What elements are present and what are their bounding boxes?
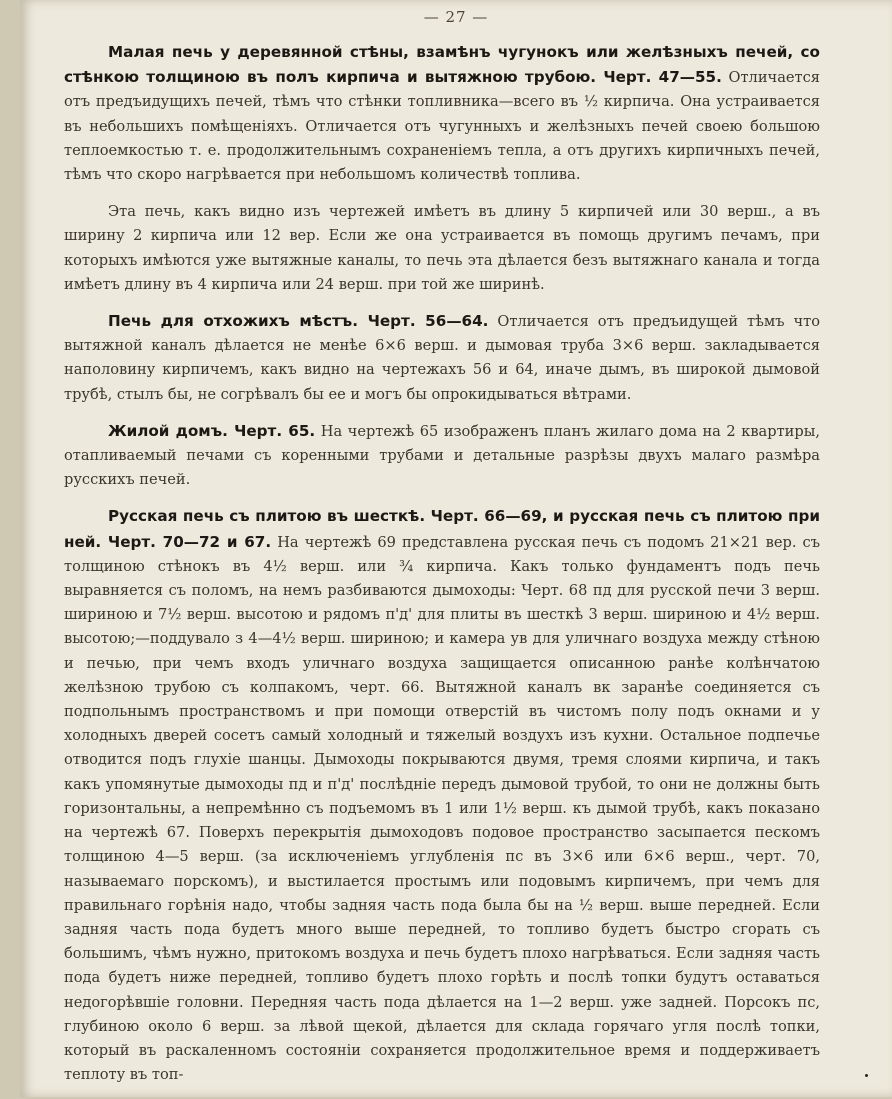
paragraph-small-stove [64,40,820,187]
section-heading: Малая печь у деревянной стѣны, взамѣнъ чугунокъ или желѣзныхъ печей, со стѣнкою толщиною въ полъ кирпича и вытяжною трубою. Черт. 47—55. [64,43,820,87]
document-page [20,0,892,1097]
page-body [64,40,820,1099]
paragraph-text: Эта печь, какъ видно изъ чертежей имѣетъ въ длину 5 кирпичей или 30 верш., а въ ширину 2 кирпича или 12 вер. Если же она устраивается въ помощь другимъ печамъ, при которыхъ имѣются уже вытяжные каналы, то печь эта дѣлается безъ вытяжнаго канала и тогда имѣетъ длину въ 4 кирпича или 24 верш. при той же ширинѣ. [64,203,820,293]
paragraph-text: Отличается отъ предъидущей тѣмъ что вытяжной каналъ дѣлается не менѣе 6×6 верш. и дымовая труба 3×6 верш. закладывается наполовину кирпичемъ, какъ видно на чертежахъ 56 и 64, иначе дымъ, въ широкой дымовой трубѣ, стылъ бы, не согрѣвалъ бы ее и могъ бы опрокидываться вѣтрами. [64,313,820,403]
paragraph-dwelling-house [64,419,820,493]
page-number: — 27 — [423,8,489,26]
paragraph-privy-stove [64,309,820,407]
paragraph-russian-stove [64,504,820,1087]
paragraph-stove-dimensions [64,199,820,297]
paragraph-text: Отличается отъ предъидущихъ печей, тѣмъ что стѣнки топливника—всего въ ½ кирпича. Она устраивается въ небольшихъ помѣщеніяхъ. Отличается отъ чугунныхъ и желѣзныхъ печей своею большою теплоемкостью т. е. продолжительнымъ сохраненіемъ тепла, а отъ другихъ кирпичныхъ печей, тѣмъ что скоро нагрѣвается при небольшомъ количествѣ топлива. [64,69,820,184]
paragraph-text: На чертежѣ 69 представлена русская печь съ подомъ 21×21 вер. съ толщиною стѣнокъ въ 4½ верш. или ¾ кирпича. Какъ только фундаментъ подъ печь выравняется съ поломъ, на немъ разбиваются дымоходы: Черт. 68 пд для русской печи 3 верш. шириною и 7½ верш. высотою и рядомъ п'д' для плиты въ шесткѣ 3 верш. шириною и 4½ верш. высотою;—поддувало з 4—4½ верш. шириною; и камера ув для уличнаго воздуха между стѣною и печью, при чемъ входъ уличнаго воздуха защищается описанною ранѣе колѣнчатою желѣзною трубою съ колпакомъ, черт. 66. Вытяжной каналъ вк заранѣе соединяется съ подпольнымъ пространствомъ и при помощи отверстій въ чистомъ полу подъ окнами и у холодныхъ дверей сосетъ самый холодный и тяжелый воздухъ изъ кухни. Остальное подпечье отводится подъ глухіе шанцы. Дымоходы покрываются двумя, тремя слоями кирпича, и такъ какъ упомянутые дымоходы пд и п'д' послѣдніе передъ дымовой трубой, то они не должны быть горизонтальны, а непремѣнно съ подъемомъ въ 1 или 1½ верш. къ дымой трубѣ, какъ показано на чертежѣ 67. Поверхъ перекрытія дымоходовъ подовое пространство засыпается пескомъ толщиною 4—5 верш. (за исключеніемъ углубленія пс въ 3×6 или 6×6 верш., черт. 70, называемаго порскомъ), и выстилается простымъ или подовымъ кирпичемъ, при чемъ для правильнаго горѣнія надо, чтобы задняя часть пода была бы на ½ верш. выше передней. Если задняя часть пода будетъ много выше передней, то топливо будетъ быстро сгорать съ большимъ, чѣмъ нужно, притокомъ воздуха и печь будетъ плохо нагрѣваться. Если задняя часть пода будетъ ниже передней, топливо будетъ плохо горѣть и послѣ топки будутъ оставаться недогорѣвшіе головни. Передняя часть пода дѣлается на 1—2 верш. уже задней. Порсокъ пс, глубиною около 6 верш. за лѣвой щекой, дѣлается для склада горячаго угля послѣ топки, который въ раскаленномъ состояніи сохраняется продолжительное время и поддерживаетъ теплоту въ топ- [64,533,820,1084]
section-heading: Русская печь съ плитою въ шесткѣ. Черт. 66—69, и русская печь съ плитою при ней. Черт. 70—72 и 67. [64,507,820,551]
section-heading: Жилой домъ. Черт. 65. [108,421,316,440]
section-heading: Печь для отхожихъ мѣстъ. Черт. 56—64. [108,312,489,331]
paragraph-text: На чертежѣ 65 изображенъ планъ жилаго дома на 2 квартиры, отапливаемый печами съ коренными трубами и детальные разрѣзы двухъ малаго размѣра русскихъ печей. [64,422,820,489]
paper-speck [865,1074,868,1077]
